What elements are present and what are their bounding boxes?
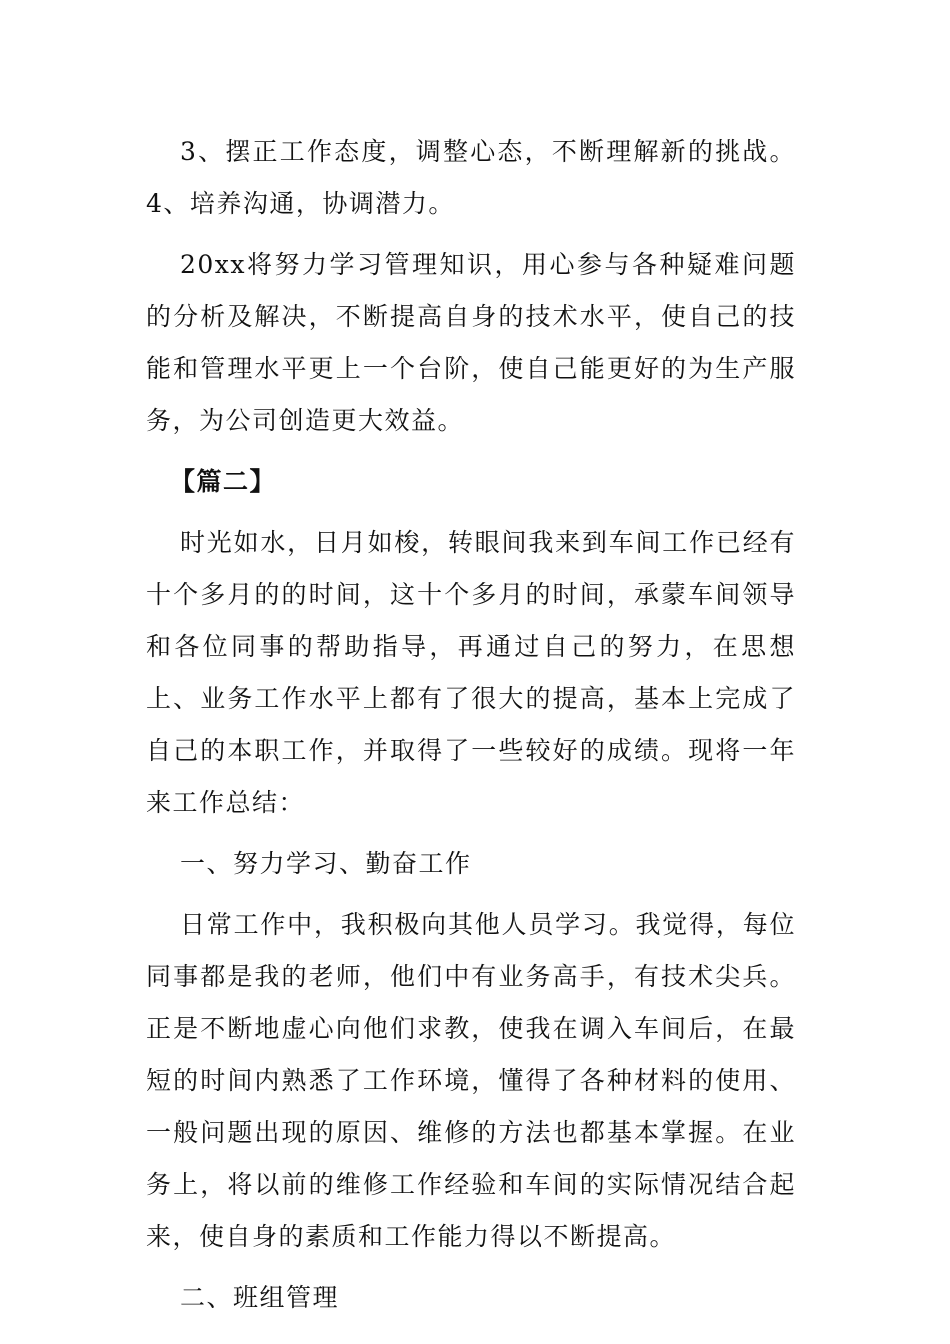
- paragraph-attitude: 3、摆正工作态度，调整心态，不断理解新的挑战。4、培养沟通，协调潜力。: [146, 137, 796, 218]
- subheading-study-work: 一、努力学习、勤奋工作: [180, 849, 472, 878]
- subheading-team-management: 二、班组管理: [180, 1283, 340, 1312]
- section-heading-part-two: 【篇二】: [170, 467, 277, 496]
- document-body: [146, 126, 796, 1333]
- paragraph-intro: 时光如水，日月如梭，转眼间我来到车间工作已经有十个多月的的时间，这十个多月的时间，承蒙车间领导和各位同事的帮助指导，再通过自己的努力，在思想上、业务工作水平上都有了很大的提高，基本上完成了自己的本职工作，并取得了一些较好的成绩。现将一年来工作总结：: [146, 528, 796, 817]
- paragraph-daily-work: 日常工作中，我积极向其他人员学习。我觉得，每位同事都是我的老师，他们中有业务高手，有技术尖兵。正是不断地虚心向他们求教，使我在调入车间后，在最短的时间内熟悉了工作环境，懂得了各种材料的使用、一般问题出现的原因、维修的方法也都基本掌握。在业务上，将以前的维修工作经验和车间的实际情况结合起来，使自身的素质和工作能力得以不断提高。: [146, 910, 796, 1251]
- paragraph-plan: 20xx将努力学习管理知识，用心参与各种疑难问题的分析及解决，不断提高自身的技术水平，使自己的技能和管理水平更上一个台阶，使自己能更好的为生产服务，为公司创造更大效益。: [146, 250, 796, 435]
